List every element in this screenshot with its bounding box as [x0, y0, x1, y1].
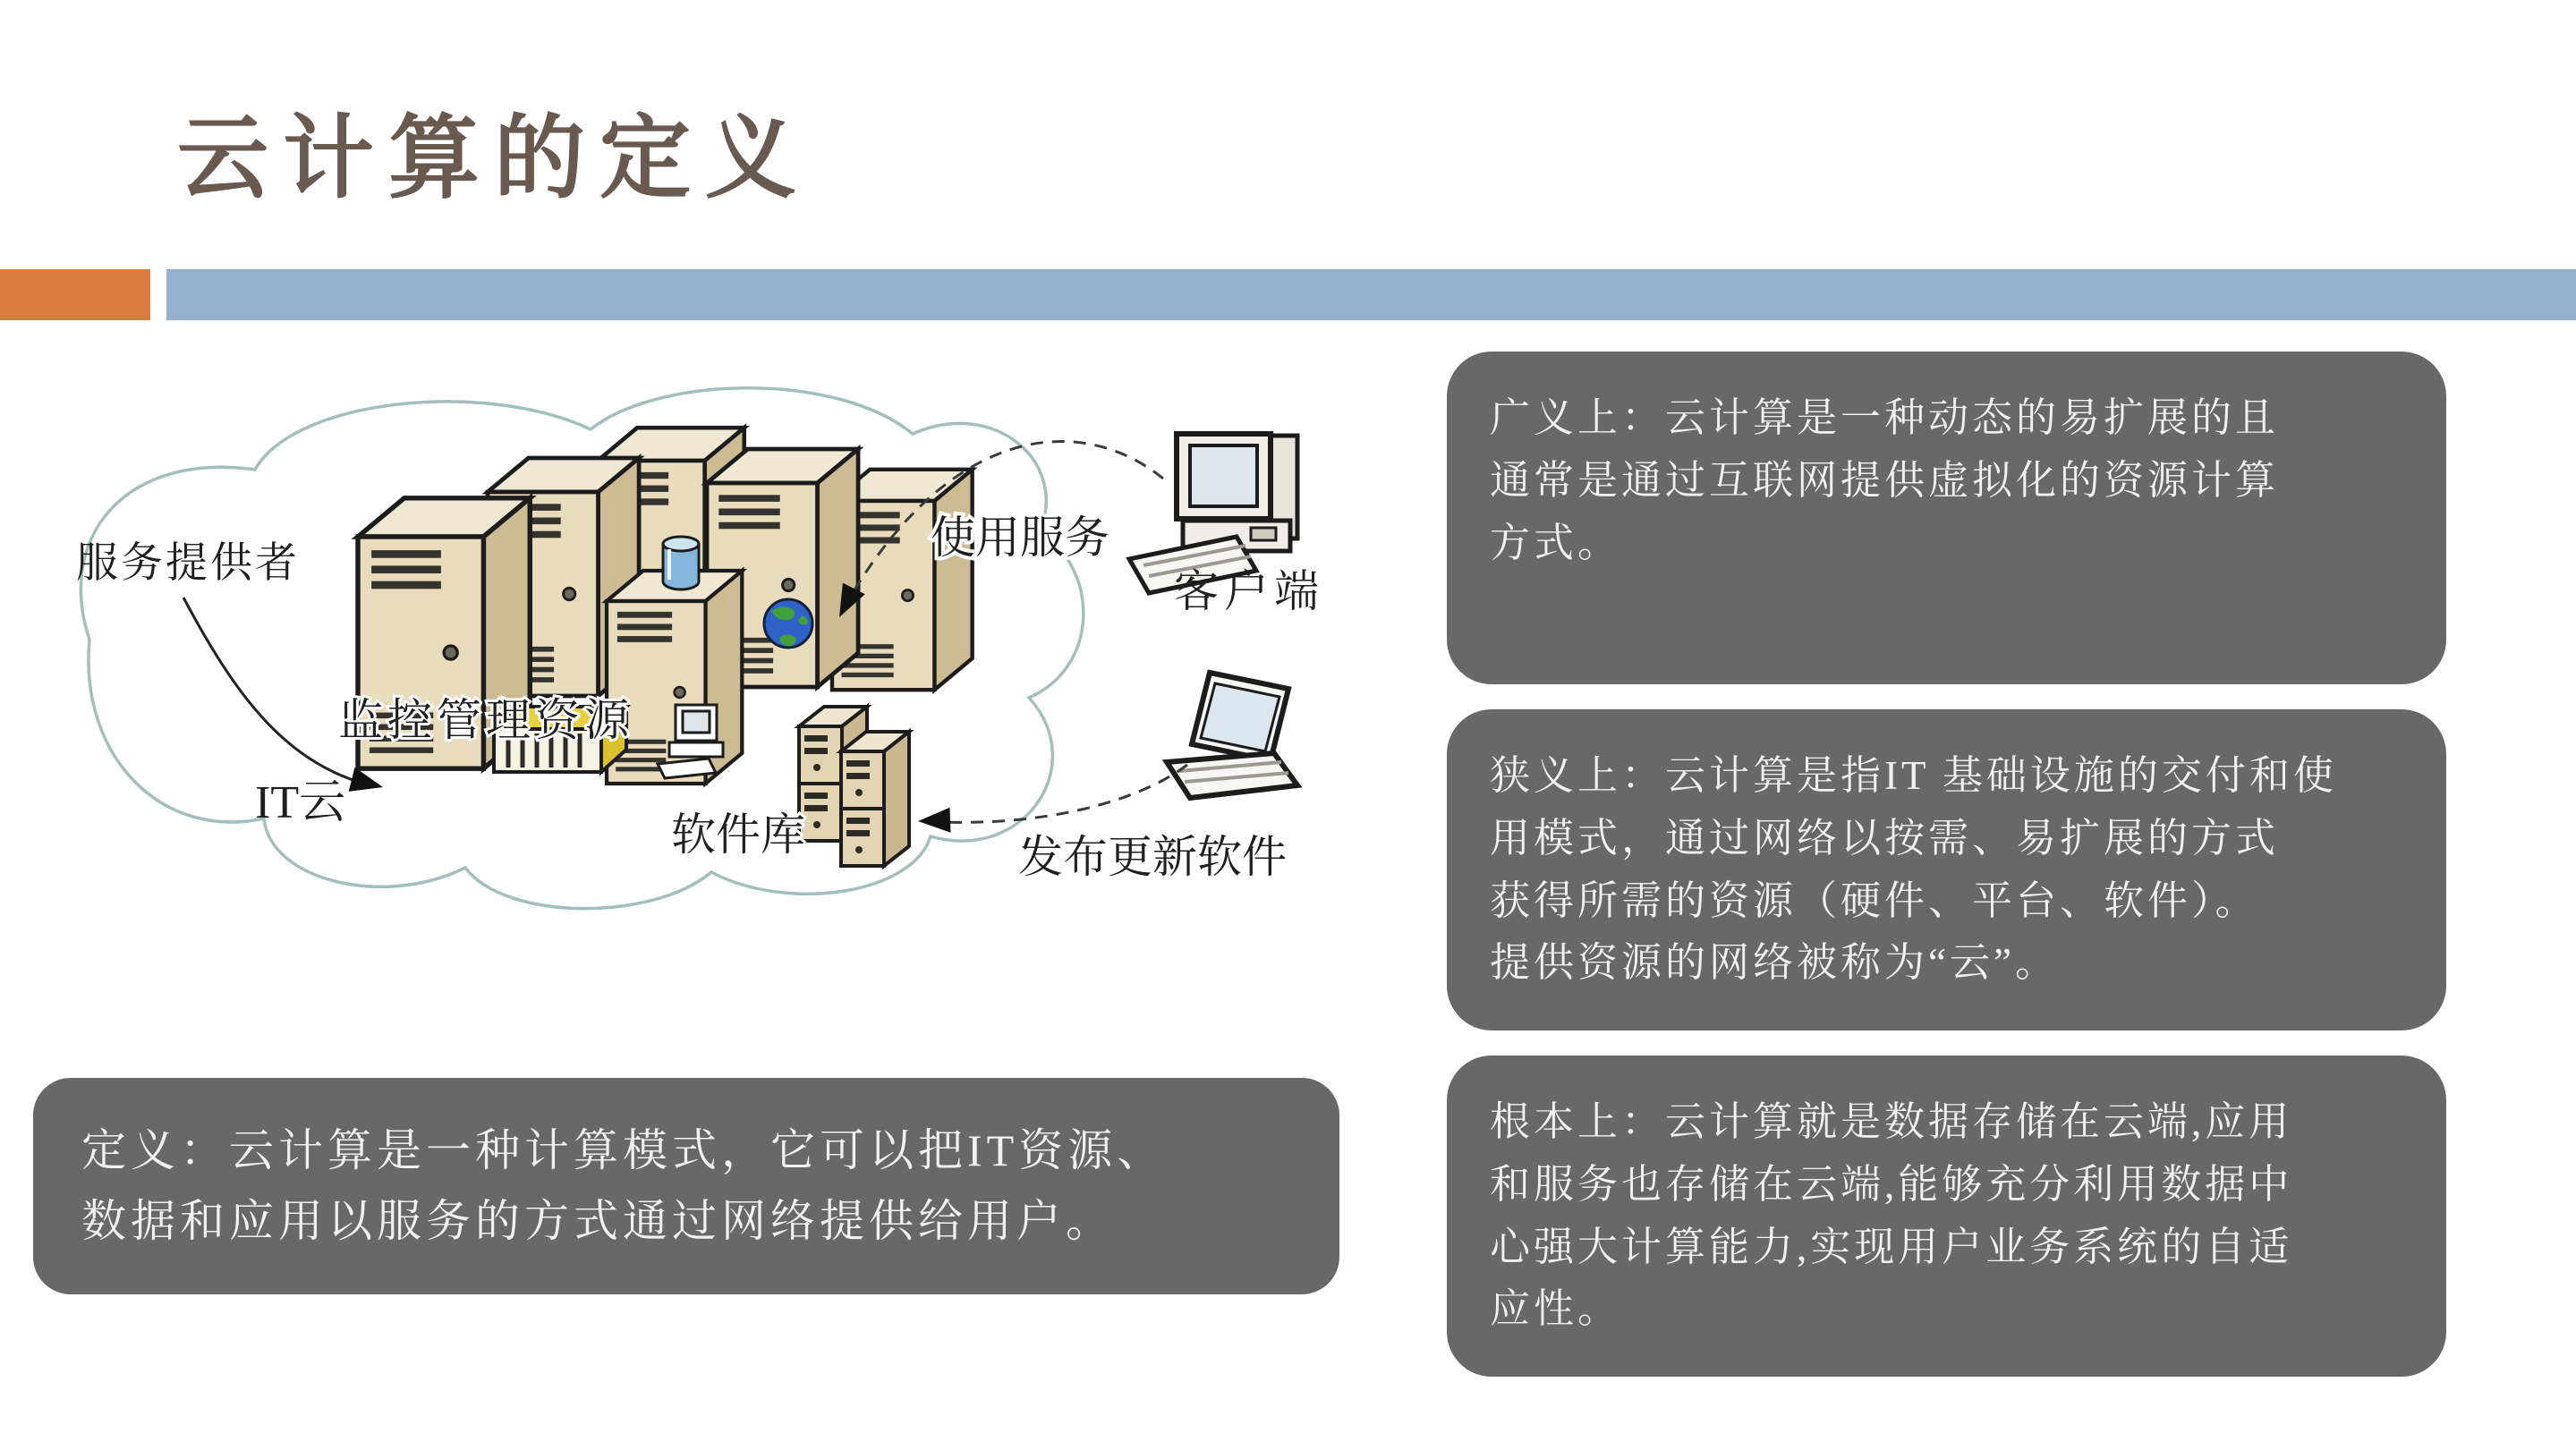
- stacked-servers-icon: [799, 707, 909, 866]
- broad-definition-box: [1447, 352, 2446, 684]
- definition-line: 数据和应用以服务的方式通过网络提供给用户。: [81, 1196, 1115, 1246]
- label-it-cloud: IT云: [255, 777, 346, 828]
- fundamental-line: 应性。: [1490, 1286, 1622, 1332]
- fundamental-line: 心强大计算能力,实现用户业务系统的自适: [1490, 1224, 2293, 1269]
- definition-box: [33, 1078, 1339, 1294]
- narrow-line: 提供资源的网络被称为“云”。: [1490, 940, 2059, 986]
- fundamental-definition-box: [1447, 1056, 2446, 1377]
- fundamental-line: 根本上：云计算就是数据存储在云端,应用: [1490, 1099, 2293, 1144]
- accent-bar: [0, 269, 150, 320]
- page-title: 云计算的定义: [177, 109, 811, 210]
- label-publish-updates: 发布更新软件: [1018, 832, 1287, 882]
- cloud-diagram: [18, 385, 1414, 975]
- globe-icon: [764, 599, 812, 648]
- label-monitor-resources: 监控管理资源: [338, 695, 633, 745]
- title-underline-band: [166, 269, 2576, 320]
- definition-list: [1447, 352, 2446, 1377]
- broad-line: 方式。: [1490, 520, 1622, 565]
- broad-line: 通常是通过互联网提供虚拟化的资源计算: [1490, 457, 2280, 503]
- laptop-icon: [1167, 673, 1297, 798]
- label-software-repo: 软件库: [671, 810, 805, 860]
- label-service-provider: 服务提供者: [76, 540, 300, 587]
- label-use-service: 使用服务: [931, 513, 1109, 563]
- narrow-definition-box: [1447, 709, 2446, 1030]
- narrow-line: 用模式，通过网络以按需、易扩展的方式: [1490, 815, 2280, 861]
- narrow-line: 获得所需的资源（硬件、平台、软件）。: [1490, 878, 2259, 923]
- label-client: 客户端: [1174, 566, 1324, 616]
- definition-line: 定义：云计算是一种计算模式，它可以把IT资源、: [81, 1125, 1167, 1175]
- fundamental-line: 和服务也存储在云端,能够充分利用数据中: [1490, 1161, 2293, 1207]
- narrow-line: 狭义上：云计算是指IT 基础设施的交付和使: [1490, 753, 2337, 798]
- database-cylinder-icon: [663, 537, 699, 589]
- broad-line: 广义上：云计算是一种动态的易扩展的且: [1490, 395, 2280, 440]
